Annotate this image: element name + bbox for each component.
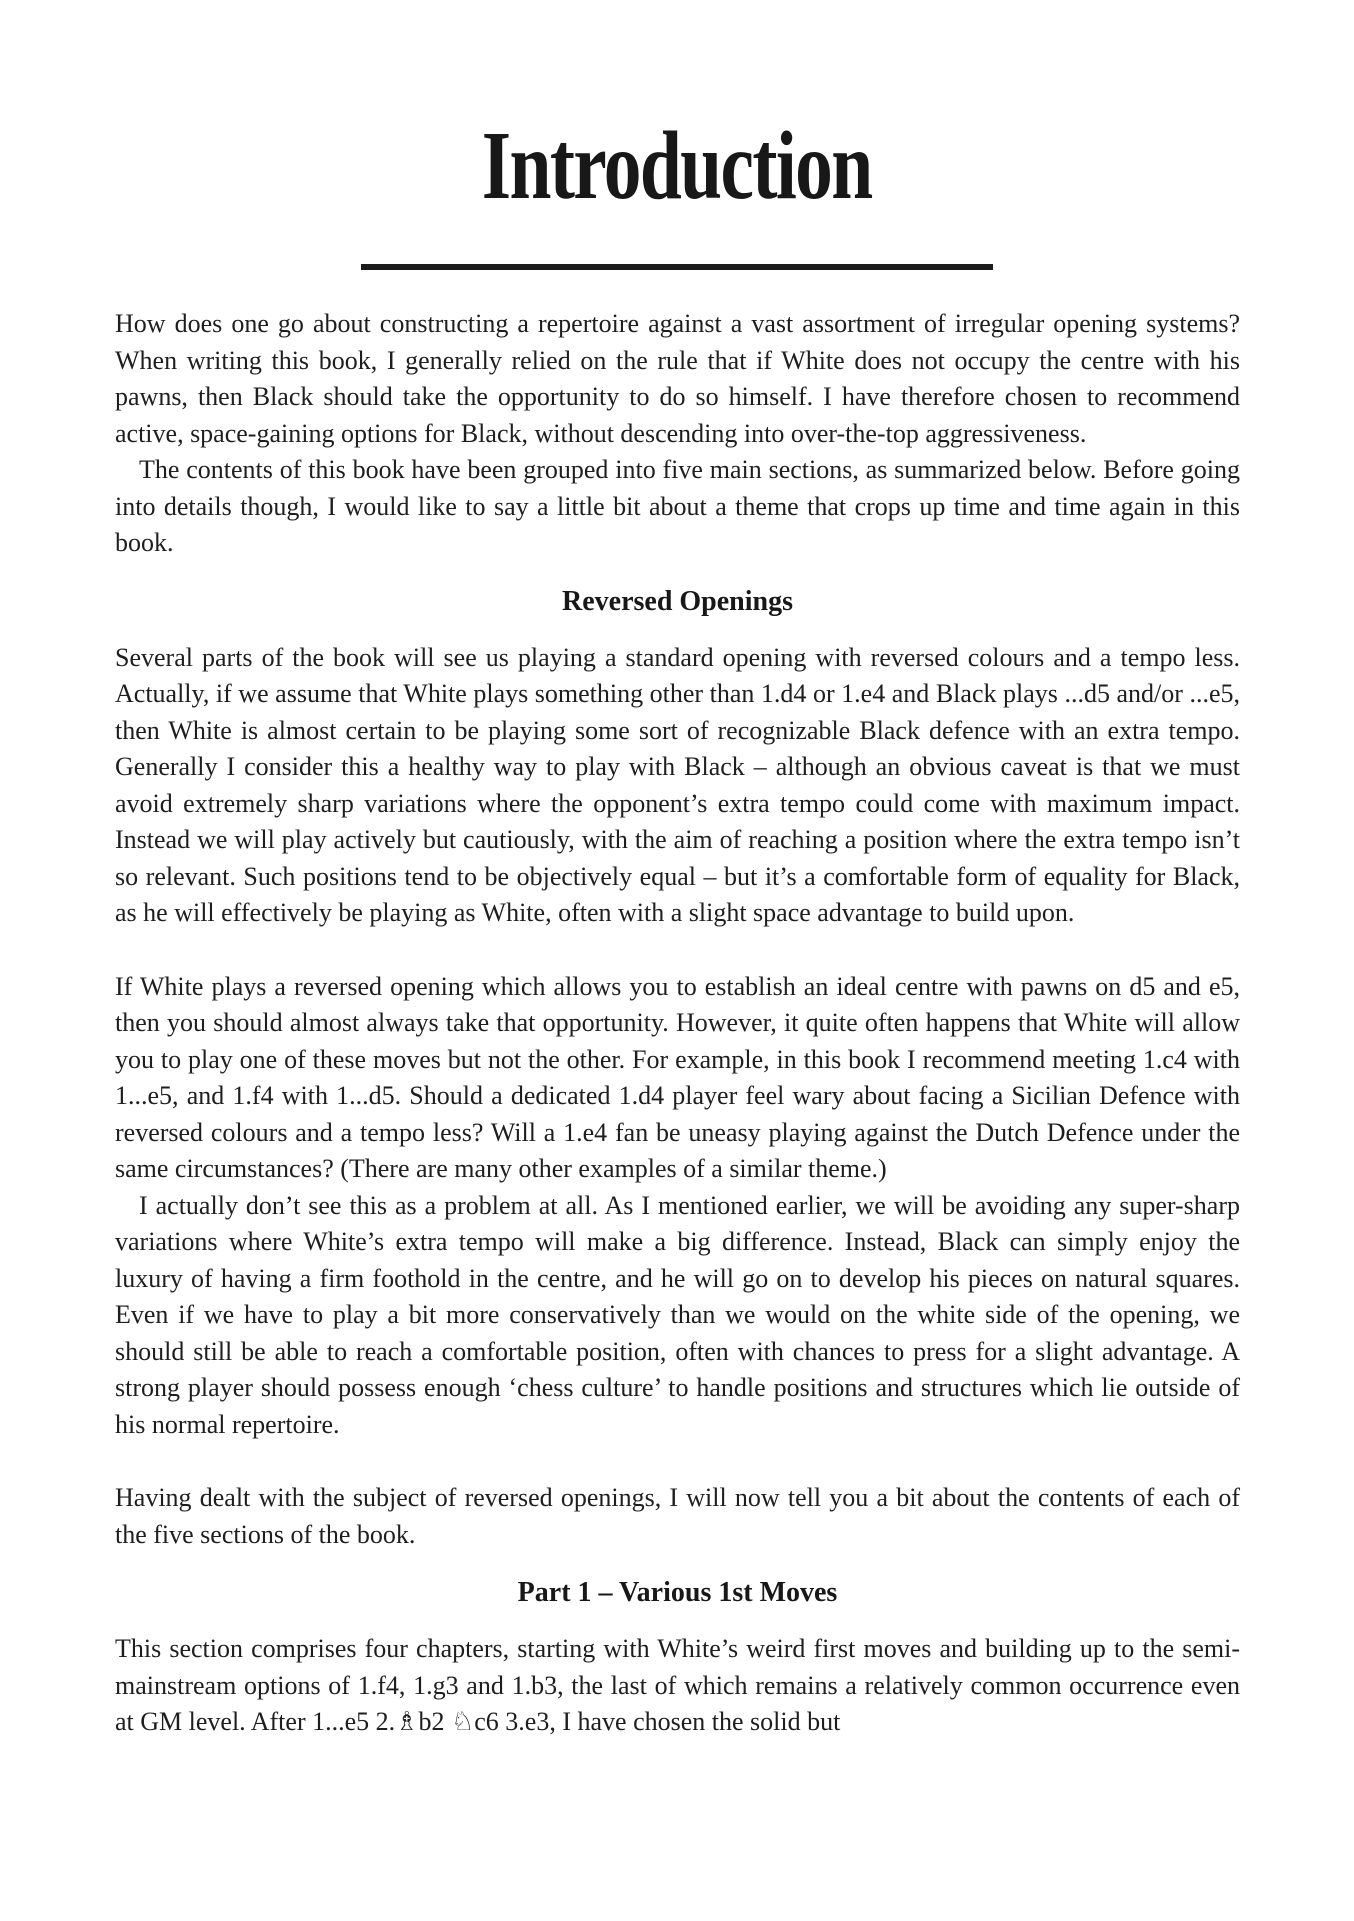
paragraph-transition: Having dealt with the subject of reversed openings, I will now tell you a bit about the contents of each of the five sections of the book. xyxy=(115,1483,1240,1549)
paragraph-intro-2: The contents of this book have been grouped into five main sections, as summarized below. Before going into details though, I would like to say a little bit about a theme that crops up time and time again in this book. xyxy=(115,455,1240,557)
paragraph-part-1: This section comprises four chapters, starting with White’s weird first moves and building up to the semi-mainstream options of 1.f4, 1.g3 and 1.b3, the last of which remains a relatively common occurrence even at GM level. After 1...e5 2.♗b2 ♘c6 3.e3, I have chosen the solid but xyxy=(115,1634,1240,1736)
section-heading-part-1: Part 1 – Various 1st Moves xyxy=(517,1577,838,1608)
page-title xyxy=(0,0,1354,220)
paragraph-reversed-openings-1: Several parts of the book will see us playing a standard opening with reversed colours and a tempo less. Actually, if we assume that White plays something other than 1.d4 or 1.e4 and Black plays ...d5 and/or ...e5, then White is almost certain to be playing some sort of recognizable Black defence with an extra tempo. Generally I consider this a healthy way to play with Black – although an obvious caveat is that we must avoid extremely sharp variations where the opponent’s extra tempo could come with maximum impact. Instead we will play actively but cautiously, with the aim of reaching a position where the extra tempo isn’t so relevant. Such positions tend to be objectively equal – but it’s a comfortable form of equality for Black, as he will effectively be playing as White, often with a slight space advantage to build upon. xyxy=(115,642,1240,927)
paragraph-reversed-openings-2: If White plays a reversed opening which allows you to establish an ideal centre with pawns on d5 and e5, then you should almost always take that opportunity. However, it quite often happens that White will allow you to play one of these moves but not the other. For example, in this book I recommend meeting 1.c4 with 1...e5, and 1.f4 with 1...d5. Should a dedicated 1.d4 player feel wary about facing a Sicilian Defence with reversed colours and a tempo less? Will a 1.e4 fan be uneasy playing against the Dutch Defence under the same circumstances? (There are many other examples of a similar theme.) xyxy=(115,971,1240,1183)
paragraph-reversed-openings-3: I actually don’t see this as a problem at all. As I mentioned earlier, we will be avoiding any super-sharp variations where White’s extra tempo will make a big difference. Instead, Black can simply enjoy the luxury of having a firm foothold in the centre, and he will go on to develop his pieces on natural squares. Even if we have to play a bit more conservatively than we would on the white side of the opening, we should still be able to reach a comfortable position, often with chances to press for a slight advantage. A strong player should possess enough ‘chess culture’ to handle positions and structures which lie outside of his normal repertoire. xyxy=(115,1190,1240,1439)
paragraph-intro-1: How does one go about constructing a repertoire against a vast assortment of irregular opening systems? When writing this book, I generally relied on the rule that if White does not occupy the centre with his pawns, then Black should take the opportunity to do so himself. I have therefore chosen to recommend active, space-gaining options for Black, without descending into over-the-top aggressiveness. xyxy=(115,309,1240,448)
section-heading-reversed-openings: Reversed Openings xyxy=(562,585,793,617)
page-body xyxy=(0,270,1354,1741)
page-title-text: Introduction xyxy=(482,111,872,220)
